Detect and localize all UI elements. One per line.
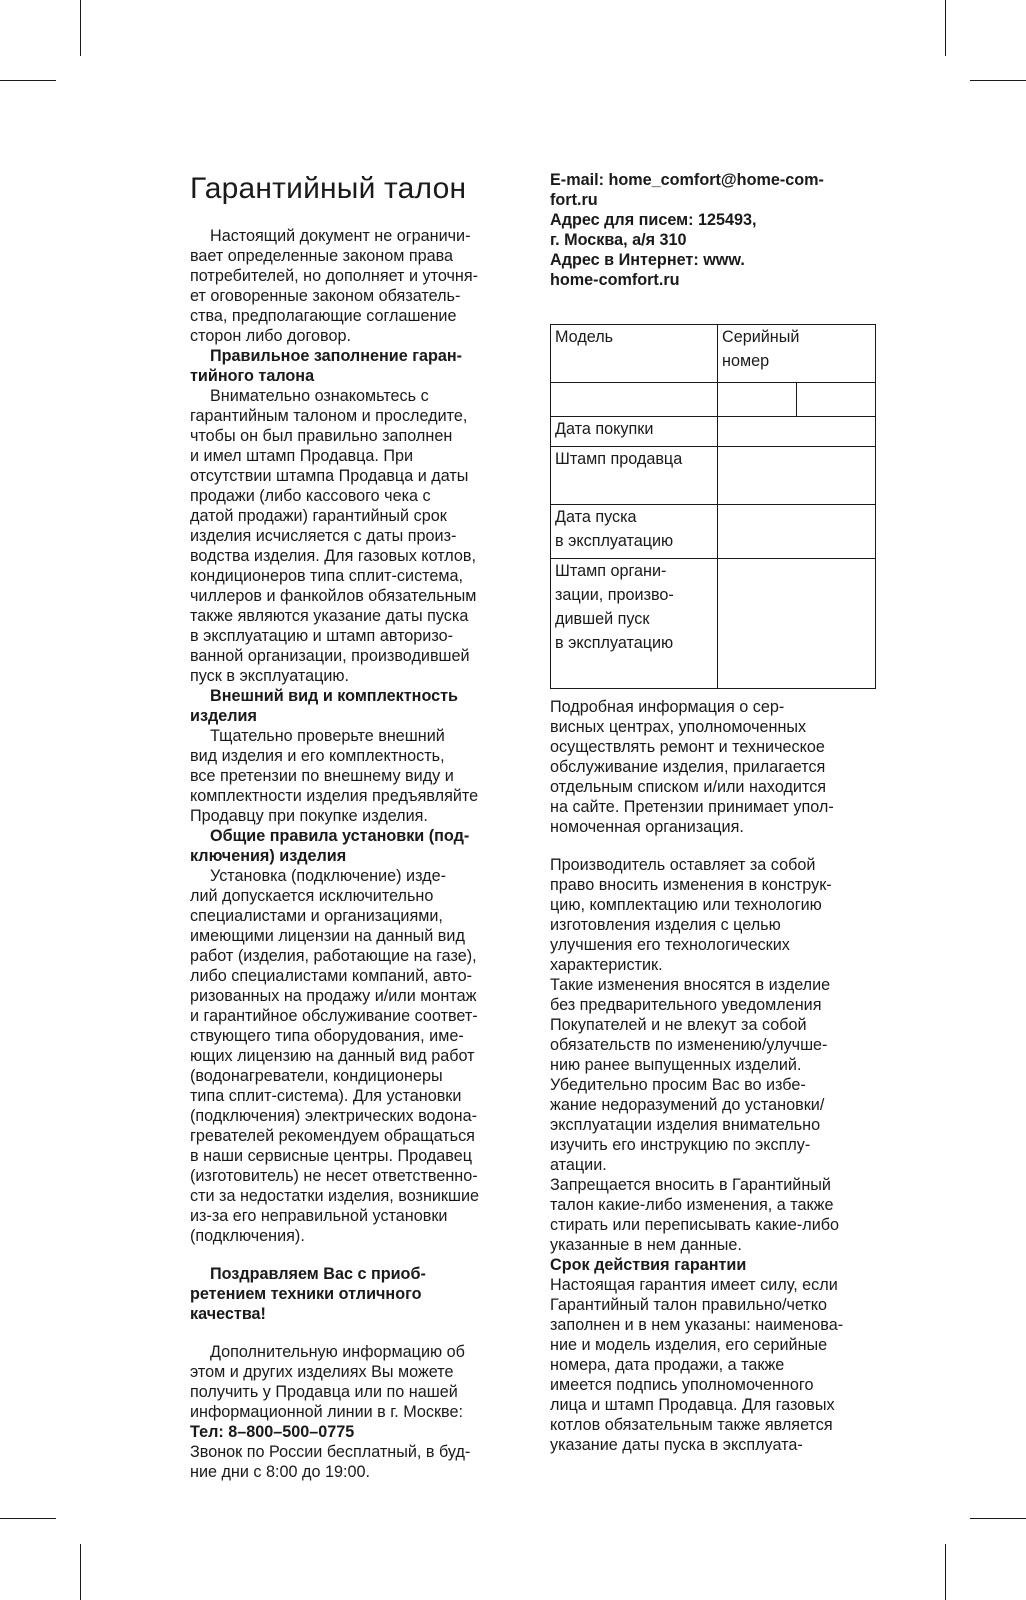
crop-mark xyxy=(80,1544,81,1600)
crop-mark xyxy=(80,0,81,56)
serial-field-1[interactable] xyxy=(718,383,797,417)
extra-info-text: Дополнительную информацию об этом и других изделиях Вы можете получить у Продавца или по нашей информационной линии в г. Москве: xyxy=(190,1343,465,1421)
org-stamp-label: Штамп органи- зации, произво- дившей пуск в эксплуатацию xyxy=(551,559,718,689)
left-column xyxy=(190,170,520,1482)
model-field[interactable] xyxy=(551,383,718,417)
service-info-text: Подробная информация о сер- висных центрах, уполномоченных осуществлять ремонт и техническое обслуживание изделия, прилагается отдельным списком и/или находится на сайте. Претензии принимает упол- номоченная организация. xyxy=(550,698,834,836)
crop-mark xyxy=(0,80,56,81)
section-text-filling: Внимательно ознакомьтесь с гарантийным талоном и проследите, чтобы он был правильно заполнен и имел штамп Продавца. При отсутствии штампа Продавца и даты продажи (либо кассового чека с датой продажи) гарантийный срок изделия исчисляется с даты произ- водства изделия. Для газовых котлов, кондиционеров типа сплит-система, чиллеров и фанкойлов обязательным также являются указание даты пуска в эксплуатацию и штамп авторизо- ванной организации, производившей пуск в эксплуатацию. xyxy=(190,387,477,685)
purchase-date-field[interactable] xyxy=(718,417,876,447)
validity-text: Настоящая гарантия имеет силу, если Гарантийный талон правильно/четко заполнен и в нем указаны: наименова- ние и модель изделия, его серийные номера, дата продажи, а также имеется подпись уполномоченного лица и штамп Продавца. Для газовых котлов обязательным также является указание даты пуска в эксплуата- xyxy=(550,1276,844,1454)
seller-stamp-label: Штамп продавца xyxy=(551,447,718,505)
section-heading-filling: Правильное заполнение гаран- тийного талона xyxy=(190,347,463,385)
section-heading-appearance: Внешний вид и комплектность изделия xyxy=(190,687,459,725)
start-date-label: Дата пуска в эксплуатацию xyxy=(551,505,718,559)
purchase-date-label: Дата покупки xyxy=(551,417,718,447)
right-column xyxy=(550,170,880,1455)
crop-mark xyxy=(945,1544,946,1600)
manufacturer-rights-text: Производитель оставляет за собой право вносить изменения в конструк- цию, комплектацию или технологию изготовления изделия с целью улучшения его технологических характеристик. Такие изменения вносятся в изделие без предварительного уведомления Покупателей и не влекут за собой обязательств по изменению/улучше- нию ранее выпущенных изделий. Убедительно просим Вас во избе- жание недоразумений до установки/ эксплуатации изделия внимательно изучить его инструкцию по эксплу- атации. Запрещается вносить в Гарантийный талон какие-либо изменения, а также стирать или переписывать какие-либо указанные в нем данные. xyxy=(550,856,840,1254)
phone-note: Звонок по России бесплатный, в буд- ние дни с 8:00 до 19:00. xyxy=(190,1443,471,1481)
crop-mark xyxy=(970,1518,1026,1519)
page-title: Гарантийный талон xyxy=(190,172,467,205)
crop-mark xyxy=(0,1518,56,1519)
section-text-installation: Установка (подключение) изде- лий допускается исключительно специалистами и организациями, имеющими лицензии на данный вид работ (изделия, работающие на газе), либо специалистами компаний, авто- ризованных на продажу и/или монтаж и гарантийное обслуживание соответ- ствующего типа оборудования, име- ющих лицензию на данный вид работ (водонагреватели, кондиционеры типа сплит-система). Для установки (подключения) электрических водона- гревателей рекомендуем обращаться в наши сервисные центры. Продавец (изготовитель) не несет ответственно- сти за недостатки изделия, возникшие из-за его неправильной установки (подключения). xyxy=(190,867,480,1245)
phone-number: Тел: 8–800–500–0775 xyxy=(190,1423,355,1441)
crop-mark xyxy=(945,0,946,56)
warranty-table xyxy=(550,324,876,689)
section-text-appearance: Тщательно проверьте внешний вид изделия и его комплектность, все претензии по внешнему виду и комплектности изделия предъявляйте Продавцу при покупке изделия. xyxy=(190,727,479,825)
contact-info: E-mail: home_comfort@home-com- fort.ru Адрес для писем: 125493, г. Москва, а/я 310 Адрес в Интернет: www. home-comfort.ru xyxy=(550,171,824,289)
serial-label: Серийный номер xyxy=(718,325,876,383)
start-date-field[interactable] xyxy=(718,505,876,559)
seller-stamp-field[interactable] xyxy=(718,447,876,505)
section-heading-installation: Общие правила установки (под- ключения) изделия xyxy=(190,827,470,865)
crop-mark xyxy=(970,80,1026,81)
congrats-text: Поздравляем Вас с приоб- ретением техники отличного качества! xyxy=(190,1265,426,1323)
serial-field-2[interactable] xyxy=(797,383,876,417)
org-stamp-field[interactable] xyxy=(718,559,876,689)
intro-text: Настоящий документ не ограничи- вает определенные законом права потребителей, но дополняет и уточня- ет оговоренные законом обязатель- ства, предполагающие соглашение сторон либо договор. xyxy=(190,227,479,345)
model-label: Модель xyxy=(551,325,718,383)
validity-heading: Срок действия гарантии xyxy=(550,1256,747,1274)
